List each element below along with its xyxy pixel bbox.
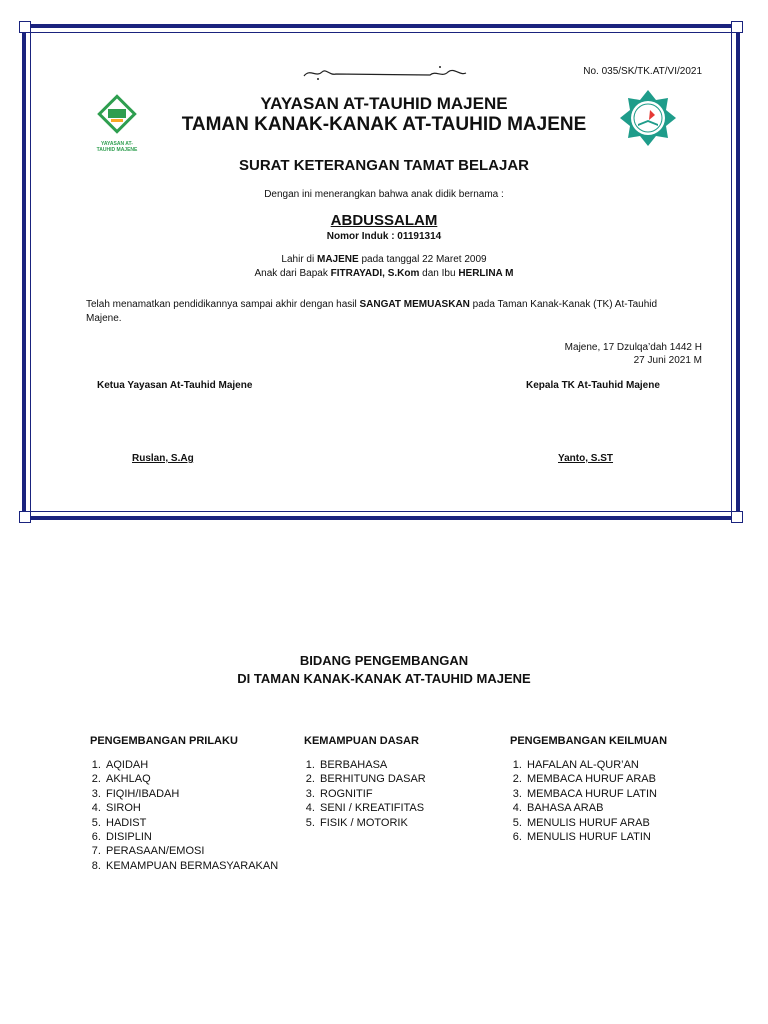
list-prilaku [86,758,296,873]
basmalah-calligraphy [300,64,470,82]
intro-text: Dengan ini menerangkan bahwa anak didik bernama : [264,189,504,200]
column-keilmuan [507,758,727,844]
document-title: SURAT KETERANGAN TAMAT BELAJAR [239,157,529,174]
list-keilmuan [507,758,727,844]
parents-mid: dan Ibu [419,268,459,279]
completion-prefix: Telah menamatkan pendidikannya sampai akhir dengan hasil [86,299,360,310]
date-hijri: Majene, 17 Dzulqa’dah 1442 H [564,342,702,353]
completion-suffix: pada Taman Kanak-Kanak (TK) At-Tauhid Majene. [86,299,658,324]
list-item: 2. AKHLAQ [104,772,296,786]
list-kemampuan [300,758,500,830]
signatory-right-name: Yanto, S.ST [558,453,614,464]
foundation-title: YAYASAN AT-TAUHID MAJENE [260,94,508,113]
parents-prefix: Anak dari Bapak [254,268,331,279]
list-item: 3. ROGNITIF [318,787,500,801]
development-subtitle: DI TAMAN KANAK-KANAK AT-TAUHID MAJENE [237,671,531,686]
signatory-left-title: Ketua Yayasan At-Tauhid Majene [97,380,253,391]
list-item: 6. DISIPLIN [104,830,296,844]
list-item: 5. FISIK / MOTORIK [318,816,500,830]
list-item: 1. BERBAHASA [318,758,500,772]
list-item: 5. MENULIS HURUF ARAB [525,816,727,830]
list-item: 5. HADIST [104,816,296,830]
list-item: 6. MENULIS HURUF LATIN [525,830,727,844]
list-item: 4. BAHASA ARAB [525,801,727,815]
student-name: ABDUSSALAM [330,212,438,229]
father-name: FITRAYADI, S.Kom [330,268,420,279]
list-item: 3. MEMBACA HURUF LATIN [525,787,727,801]
list-item: 4. SIROH [104,801,296,815]
birth-place: MAJENE [317,254,359,265]
parents-info [0,268,768,279]
column-header-kemampuan: KEMAMPUAN DASAR [304,735,419,747]
list-item: 2. MEMBACA HURUF ARAB [525,772,727,786]
list-item: 8. KEMAMPUAN BERMASYARAKAN [104,859,296,873]
list-item: 3. FIQIH/IBADAH [104,787,296,801]
column-header-keilmuan: PENGEMBANGAN KEILMUAN [510,735,668,747]
signatory-left-name: Ruslan, S.Ag [132,453,194,464]
foundation-logo-text: YAYASAN AT-TAUHID MAJENE [96,141,138,153]
birth-info [0,254,768,265]
frame-corner-ornament [731,511,743,523]
result-grade: SANGAT MEMUASKAN [359,299,470,310]
list-item: 1. AQIDAH [104,758,296,772]
document-number: No. 035/SK/TK.AT/VI/2021 [583,66,702,77]
date-masehi: 27 Juni 2021 M [633,355,702,366]
column-kemampuan [300,758,500,830]
student-id: Nomor Induk : 01191314 [326,231,442,242]
list-item: 4. SENI / KREATIFITAS [318,801,500,815]
list-item: 1. HAFALAN AL-QUR’AN [525,758,727,772]
frame-corner-ornament [19,511,31,523]
column-header-prilaku: PENGEMBANGAN PRILAKU [90,735,238,747]
list-item: 2. BERHITUNG DASAR [318,772,500,786]
school-title: TAMAN KANAK-KANAK AT-TAUHID MAJENE [181,114,587,135]
column-prilaku [86,758,296,873]
birth-prefix: Lahir di [281,254,317,265]
mother-name: HERLINA M [458,268,514,279]
completion-statement [86,298,666,326]
frame-corner-ornament [731,21,743,33]
signatory-right-title: Kepala TK At-Tauhid Majene [526,380,660,391]
list-item: 7. PERASAAN/EMOSI [104,844,296,858]
development-title: BIDANG PENGEMBANGAN [299,653,469,668]
frame-corner-ornament [19,21,31,33]
issue-date [565,341,702,367]
birth-suffix: pada tanggal 22 Maret 2009 [358,254,487,265]
